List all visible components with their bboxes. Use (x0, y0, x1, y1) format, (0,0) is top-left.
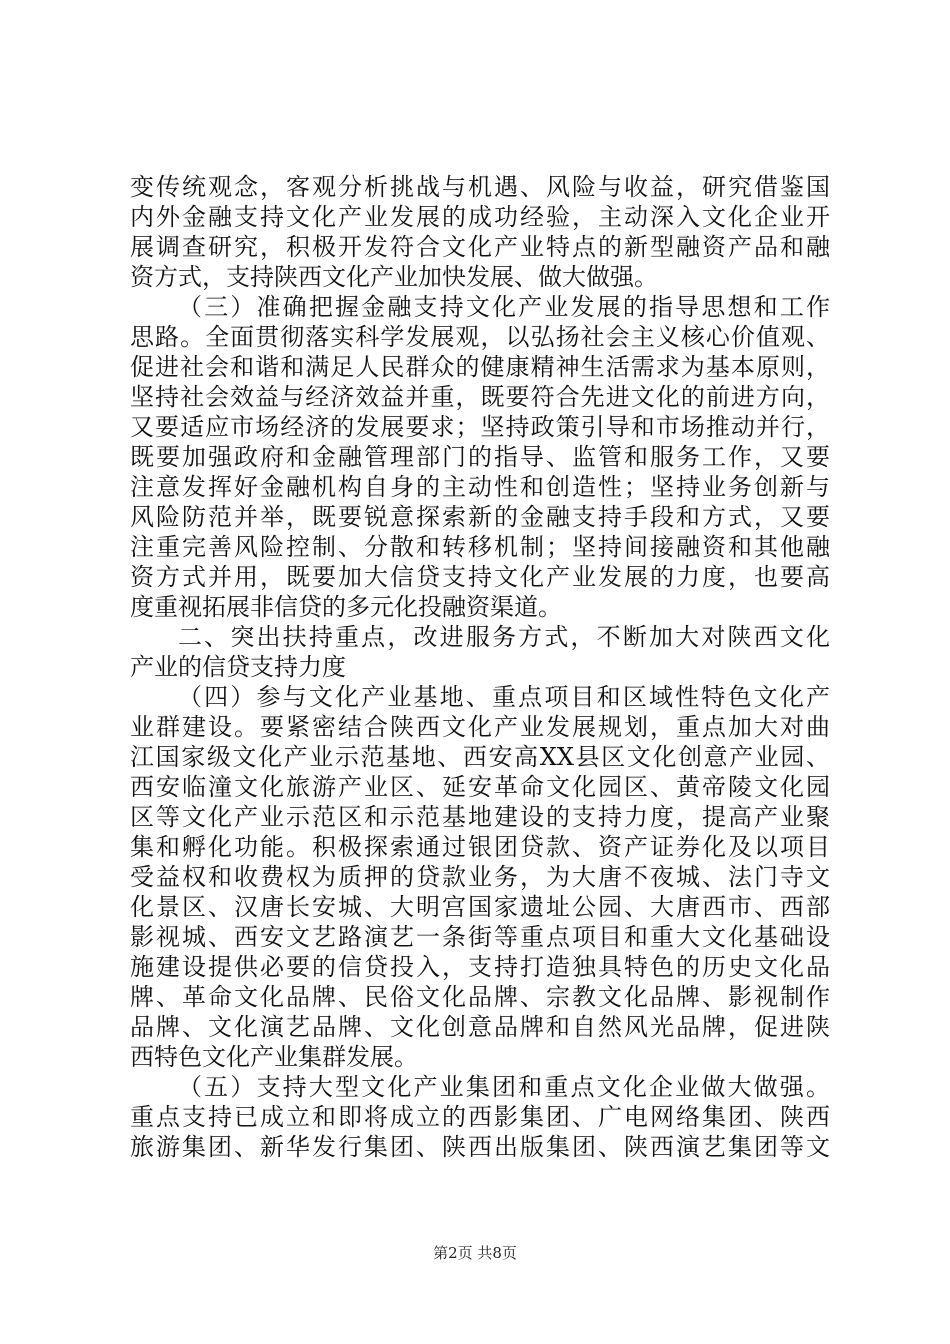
text-line: 风险防范并举，既要锐意探索新的金融支持手段和方式，又要 (130, 503, 830, 531)
text-line: （四）参与文化产业基地、重点项目和区域性特色文化产 (178, 683, 830, 711)
text-line: 促进社会和谐和满足人民群众的健康精神生活需求为基本原则， (130, 353, 830, 381)
text-line: 又要适应市场经济的发展要求；坚持政策引导和市场推动并行， (130, 413, 830, 441)
text-line: 注重完善风险控制、分散和转移机制；坚持间接融资和其他融 (130, 533, 830, 561)
text-line: （三）准确把握金融支持文化产业发展的指导思想和工作 (178, 293, 830, 321)
text-line: 化景区、汉唐长安城、大明宫国家遗址公园、大唐西市、西部 (130, 893, 830, 921)
text-line: 重点支持已成立和即将成立的西影集团、广电网络集团、陕西 (130, 1103, 830, 1131)
text-line: （五）支持大型文化产业集团和重点文化企业做大做强。 (178, 1073, 830, 1101)
text-line: 集和孵化功能。积极探索通过银团贷款、资产证券化及以项目 (130, 833, 830, 861)
section-heading-line: 二、突出扶持重点，改进服务方式，不断加大对陕西文化 (178, 623, 830, 651)
text-line: 西特色文化产业集群发展。 (130, 1043, 418, 1071)
text-line: 江国家级文化产业示范基地、西安高XX县区文化创意产业园、 (130, 743, 830, 771)
text-line: 内外金融支持文化产业发展的成功经验，主动深入文化企业开 (130, 203, 830, 231)
text-line: 品牌、文化演艺品牌、文化创意品牌和自然风光品牌，促进陕 (130, 1013, 830, 1041)
text-line: 旅游集团、新华发行集团、陕西出版集团、陕西演艺集团等文 (130, 1133, 830, 1161)
text-line: 受益权和收费权为质押的贷款业务，为大唐不夜城、法门寺文 (130, 863, 830, 891)
text-line: 业群建设。要紧密结合陕西文化产业发展规划，重点加大对曲 (130, 713, 830, 741)
text-line: 区等文化产业示范区和示范基地建设的支持力度，提高产业聚 (130, 803, 830, 831)
text-line: 思路。全面贯彻落实科学发展观，以弘扬社会主义核心价值观、 (130, 323, 830, 351)
page-number-footer: 第2页 共8页 (433, 1244, 517, 1262)
text-line: 牌、革命文化品牌、民俗文化品牌、宗教文化品牌、影视制作 (130, 983, 830, 1011)
text-line: 西安临潼文化旅游产业区、延安革命文化园区、黄帝陵文化园 (130, 773, 830, 801)
section-heading-line: 产业的信贷支持力度 (130, 653, 346, 681)
text-line: 变传统观念，客观分析挑战与机遇、风险与收益，研究借鉴国 (130, 173, 830, 201)
text-line: 资方式，支持陕西文化产业加快发展、做大做强。 (130, 263, 658, 291)
text-line: 度重视拓展非信贷的多元化投融资渠道。 (130, 593, 562, 621)
text-line: 既要加强政府和金融管理部门的指导、监管和服务工作，又要 (130, 443, 830, 471)
text-line: 注意发挥好金融机构自身的主动性和创造性；坚持业务创新与 (130, 473, 830, 501)
body-text (130, 172, 830, 1162)
text-line: 施建设提供必要的信贷投入，支持打造独具特色的历史文化品 (130, 953, 830, 981)
text-line: 影视城、西安文艺路演艺一条街等重点项目和重大文化基础设 (130, 923, 830, 951)
text-line: 资方式并用，既要加大信贷支持文化产业发展的力度，也要高 (130, 563, 830, 591)
text-line: 展调查研究，积极开发符合文化产业特点的新型融资产品和融 (130, 233, 830, 261)
text-line: 坚持社会效益与经济效益并重，既要符合先进文化的前进方向， (130, 383, 830, 411)
